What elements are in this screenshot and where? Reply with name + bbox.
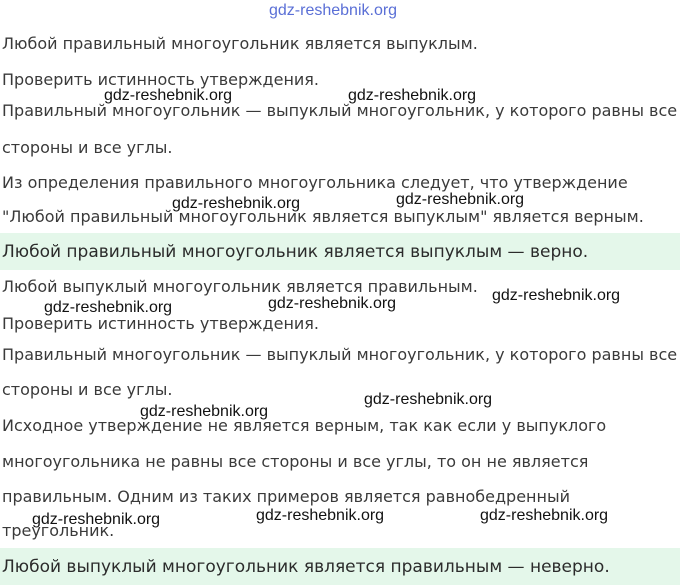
task1-answer-band: [0, 233, 680, 270]
task2-definition-line1: Правильный многоугольник — выпуклый многоугольник, у которого равны все: [2, 345, 678, 364]
watermark: gdz-reshebnik.org: [172, 195, 301, 212]
task2-answer: Любой выпуклый многоугольник является правильным — неверно.: [2, 557, 610, 577]
task2-check: Проверить истинность утверждения.: [2, 314, 320, 333]
watermark: gdz-reshebnik.org: [364, 391, 493, 408]
task1-reason-line2: "Любой правильный многоугольник является выпуклым" является верным.: [2, 207, 644, 226]
task2-statement: Любой выпуклый многоугольник является правильным.: [2, 277, 478, 296]
watermark: gdz-reshebnik.org: [480, 507, 609, 524]
task2-reason-line1: Исходное утверждение не является верным, так как если у выпуклого: [2, 416, 607, 435]
watermark: gdz-reshebnik.org: [104, 87, 233, 104]
task1-check: Проверить истинность утверждения.: [2, 70, 320, 89]
watermark: gdz-reshebnik.org: [396, 191, 525, 208]
task2-answer-band: [0, 548, 680, 585]
task2-definition-line2: стороны и все углы.: [2, 380, 173, 399]
task1-reason-line1: Из определения правильного многоугольника следует, что утверждение: [2, 173, 628, 192]
watermark: gdz-reshebnik.org: [268, 295, 397, 312]
watermark: gdz-reshebnik.org: [44, 299, 173, 316]
task1-definition-line1: Правильный многоугольник — выпуклый многоугольник, у которого равны все: [2, 101, 678, 120]
task1-definition-line2: стороны и все углы.: [2, 138, 173, 157]
task1-statement: Любой правильный многоугольник является выпуклым.: [2, 34, 478, 53]
task2-reason-line2: многоугольника не равны все стороны и все углы, то он не является: [2, 452, 589, 471]
watermark: gdz-reshebnik.org: [256, 507, 385, 524]
task1-answer: Любой правильный многоугольник является выпуклым — верно.: [2, 242, 589, 262]
task2-reason-line3: правильным. Одним из таких примеров является равнобедренный: [2, 487, 570, 506]
watermark: gdz-reshebnik.org: [348, 87, 477, 104]
watermark: gdz-reshebnik.org: [492, 287, 621, 304]
watermark: gdz-reshebnik.org: [32, 511, 161, 528]
watermark: gdz-reshebnik.org: [140, 403, 269, 420]
task2-reason-line4: треугольник.: [2, 521, 115, 540]
site-header-link[interactable]: gdz-reshebnik.org: [269, 2, 398, 19]
